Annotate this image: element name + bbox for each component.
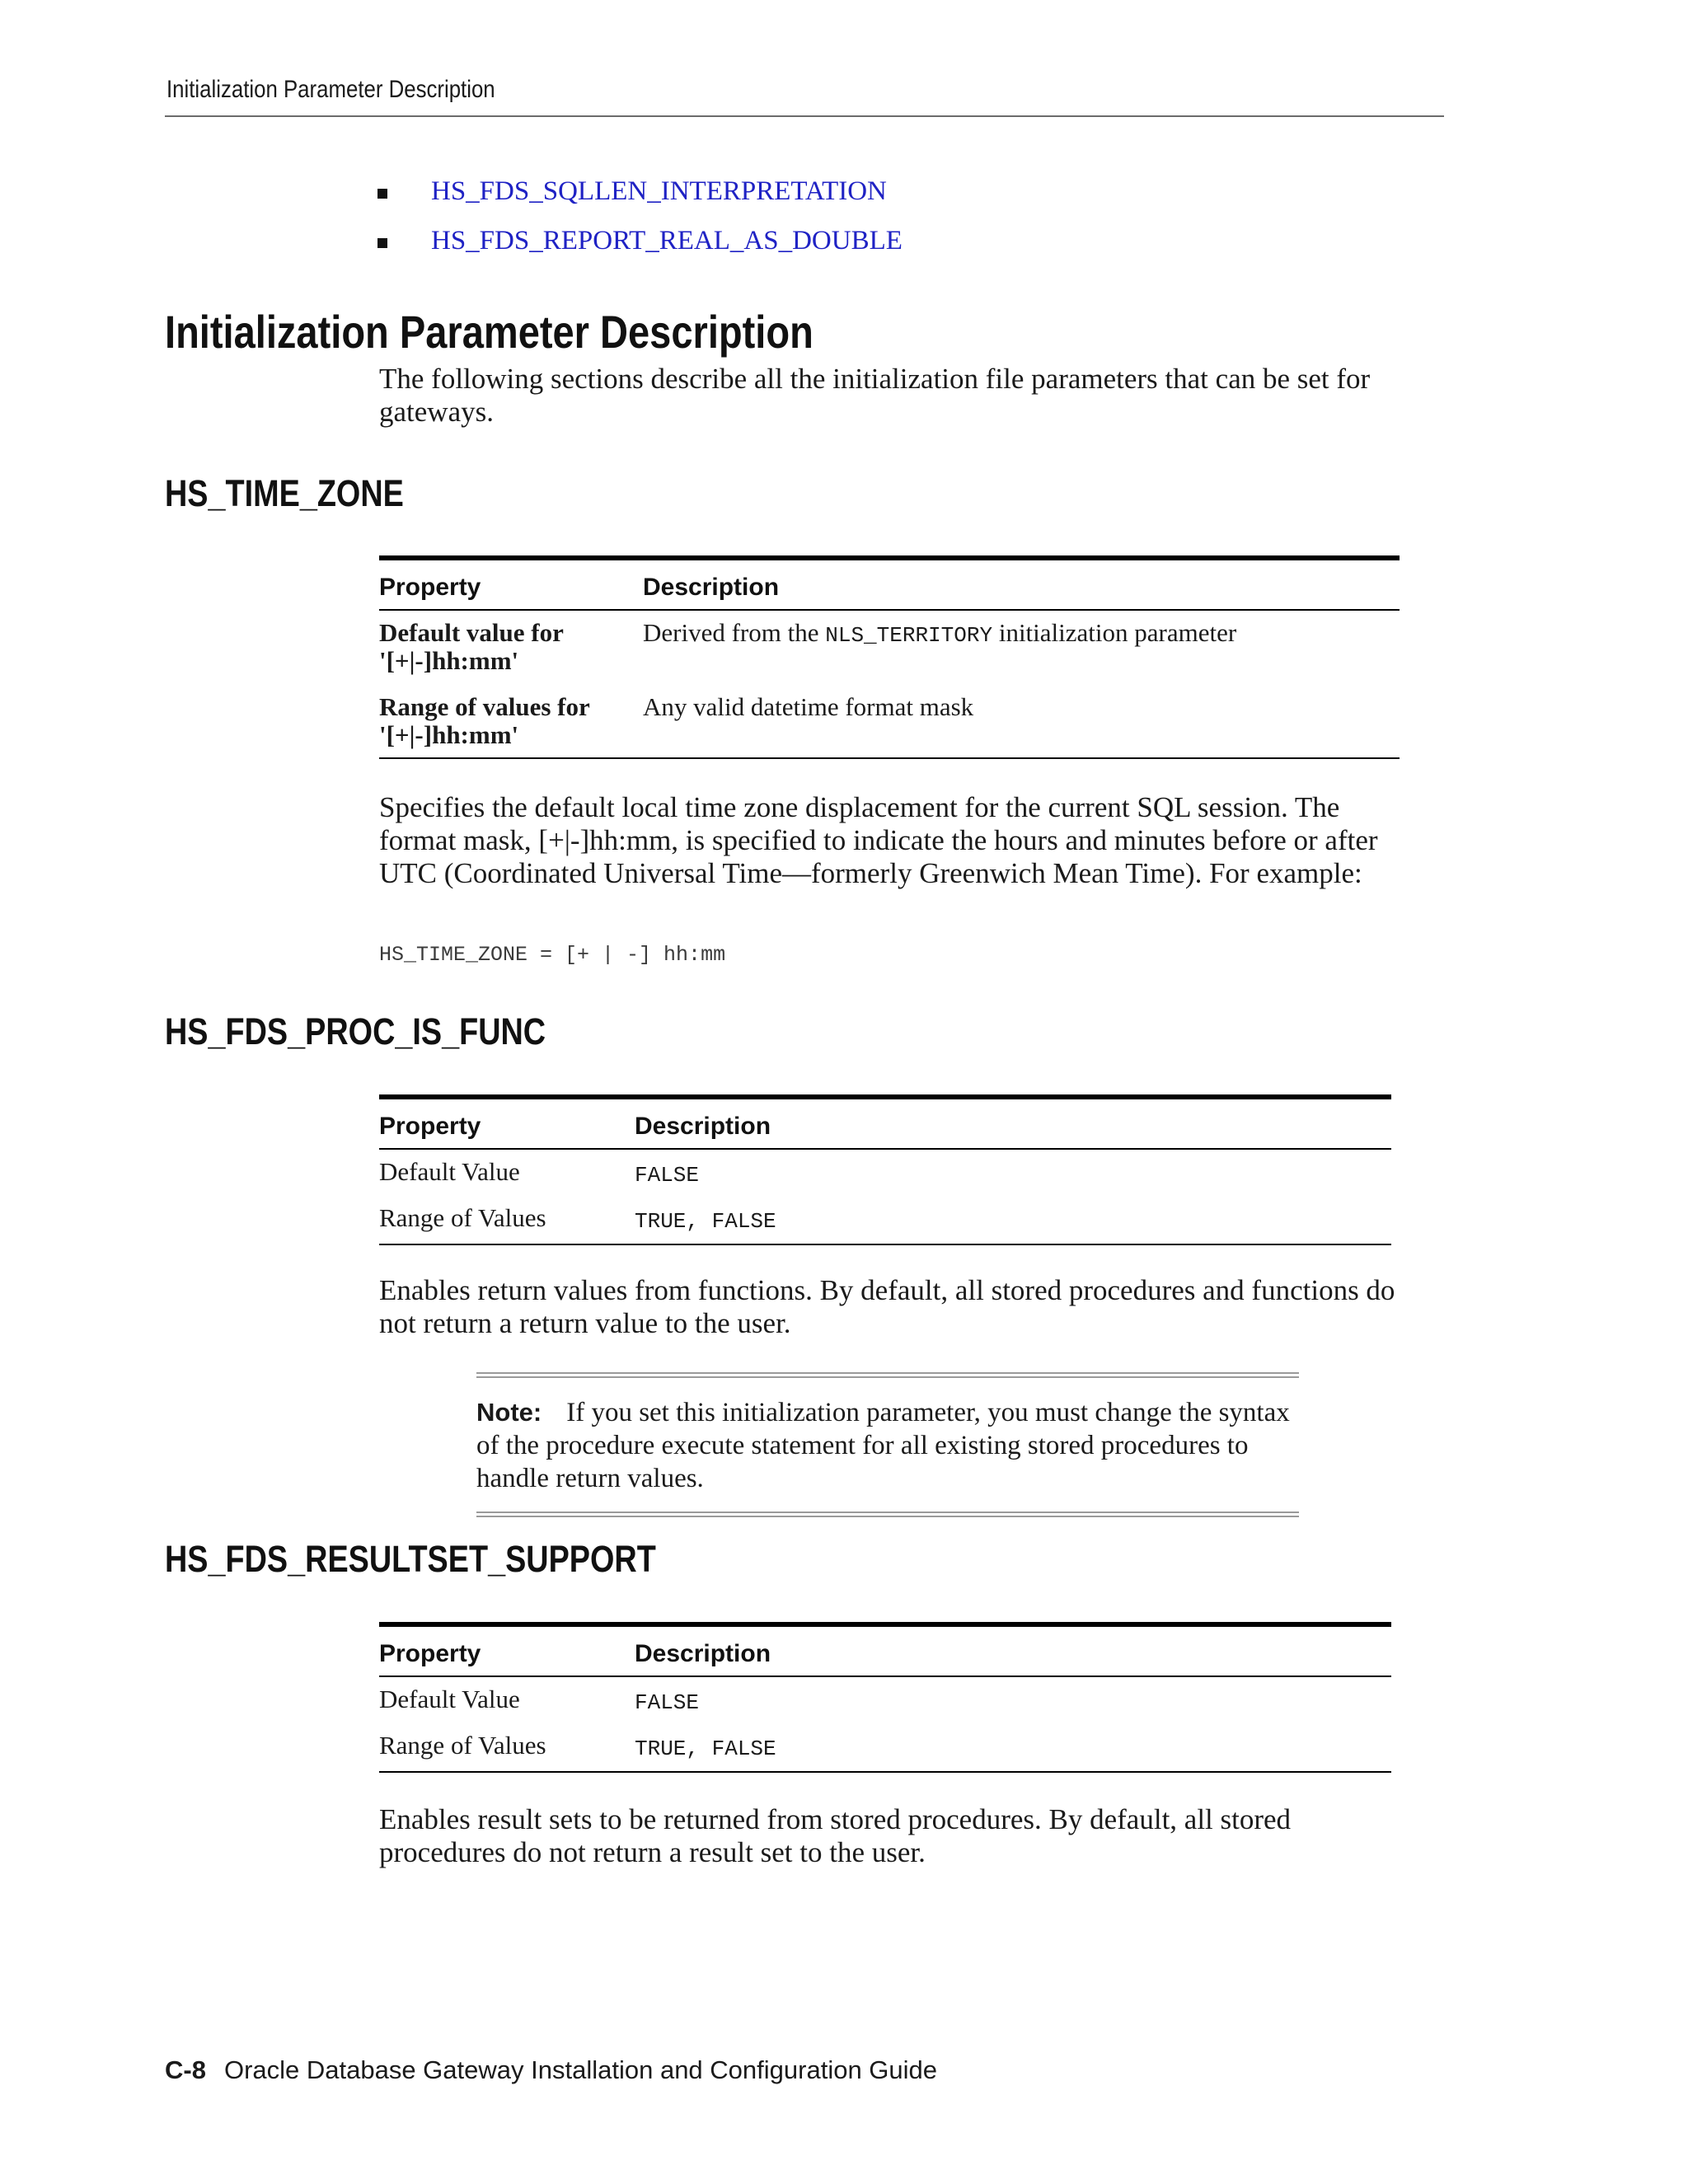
table-row [379, 1204, 1391, 1244]
table-header-row [379, 1097, 1391, 1149]
table-row [379, 687, 1400, 758]
value-cell: FALSE [635, 1690, 700, 1715]
page-number: C-8 [165, 2055, 206, 2084]
header-rule [165, 115, 1444, 117]
table-row [379, 1149, 1391, 1204]
table-header-row [379, 558, 1400, 610]
note-bottom-rule [476, 1511, 1299, 1517]
hs-fds-proc-is-func-heading: HS_FDS_PROC_IS_FUNC [165, 1010, 546, 1052]
table-row [379, 1732, 1391, 1772]
property-cell: Range of values for '[+|-]hh:mm' [379, 692, 590, 749]
hs-fds-resultset-support-heading: HS_FDS_RESULTSET_SUPPORT [165, 1538, 656, 1580]
column-header-property: Property [379, 1097, 635, 1149]
table-row [379, 610, 1400, 687]
toc-item [377, 221, 903, 270]
hs-fds-proc-is-func-table [379, 1094, 1391, 1245]
running-header: Initialization Parameter Description [166, 76, 495, 103]
toc-list [377, 171, 903, 270]
table-row [379, 1676, 1391, 1732]
value-cell: TRUE, FALSE [635, 1736, 776, 1761]
note-box [476, 1372, 1299, 1517]
column-header-description: Description [643, 558, 1400, 610]
hs-time-zone-code-example: HS_TIME_ZONE = [+ | -] hh:mm [379, 943, 726, 967]
column-header-description: Description [635, 1624, 1391, 1676]
column-header-property: Property [379, 1624, 635, 1676]
table-header-row [379, 1624, 1391, 1676]
parameter-code: NLS_TERRITORY [825, 623, 993, 648]
note-body [476, 1378, 1299, 1511]
note-text: If you set this initialization parameter, you must change the syntax of the procedure execute statement for all existing stored procedures to handle return values. [476, 1398, 1290, 1493]
hs-fds-proc-is-func-description: Enables return values from functions. By default, all stored procedures and functions do not return a return value to the user. [379, 1274, 1395, 1339]
book-title: Oracle Database Gateway Installation and Configuration Guide [223, 2055, 938, 2084]
square-bullet-icon [377, 189, 387, 199]
hs-time-zone-heading: HS_TIME_ZONE [165, 472, 404, 514]
property-cell: Range of Values [379, 1203, 546, 1232]
description-cell: Any valid datetime format mask [643, 692, 974, 721]
column-header-description: Description [635, 1097, 1391, 1149]
value-cell: FALSE [635, 1163, 700, 1188]
hs-fds-resultset-support-description: Enables result sets to be returned from stored procedures. By default, all stored procedures do not return a result set to the user. [379, 1803, 1292, 1868]
hs-time-zone-table [379, 555, 1400, 759]
section-intro: The following sections describe all the initialization file parameters that can be set for gateways. [379, 363, 1371, 428]
section-title: Initialization Parameter Description [165, 306, 814, 358]
square-bullet-icon [377, 238, 387, 248]
hs-fds-resultset-support-table [379, 1622, 1391, 1773]
property-cell: Default value for '[+|-]hh:mm' [379, 618, 564, 675]
note-label: Note: [476, 1398, 542, 1427]
property-cell: Default Value [379, 1685, 520, 1713]
property-cell: Default Value [379, 1157, 520, 1186]
description-cell [643, 610, 1400, 687]
column-header-property: Property [379, 558, 643, 610]
note-top-rule [476, 1372, 1299, 1378]
property-cell: Range of Values [379, 1731, 546, 1760]
hs-time-zone-description: Specifies the default local time zone displacement for the current SQL session. The format mask, [+|-]hh:mm, is specified to indicate the hours and minutes before or after UTC (Coordinated Universal Time—formerly Greenwich Mean Time). For example: [379, 791, 1378, 889]
page-footer [165, 2055, 937, 2085]
toc-item [377, 171, 903, 221]
value-cell: TRUE, FALSE [635, 1209, 776, 1234]
toc-link-hs-fds-report-real-as-double[interactable]: HS_FDS_REPORT_REAL_AS_DOUBLE [431, 226, 903, 255]
description-text: initialization parameter [992, 618, 1237, 647]
description-text: Derived from the [643, 618, 826, 647]
toc-link-hs-fds-sqllen-interpretation[interactable]: HS_FDS_SQLLEN_INTERPRETATION [431, 176, 887, 206]
